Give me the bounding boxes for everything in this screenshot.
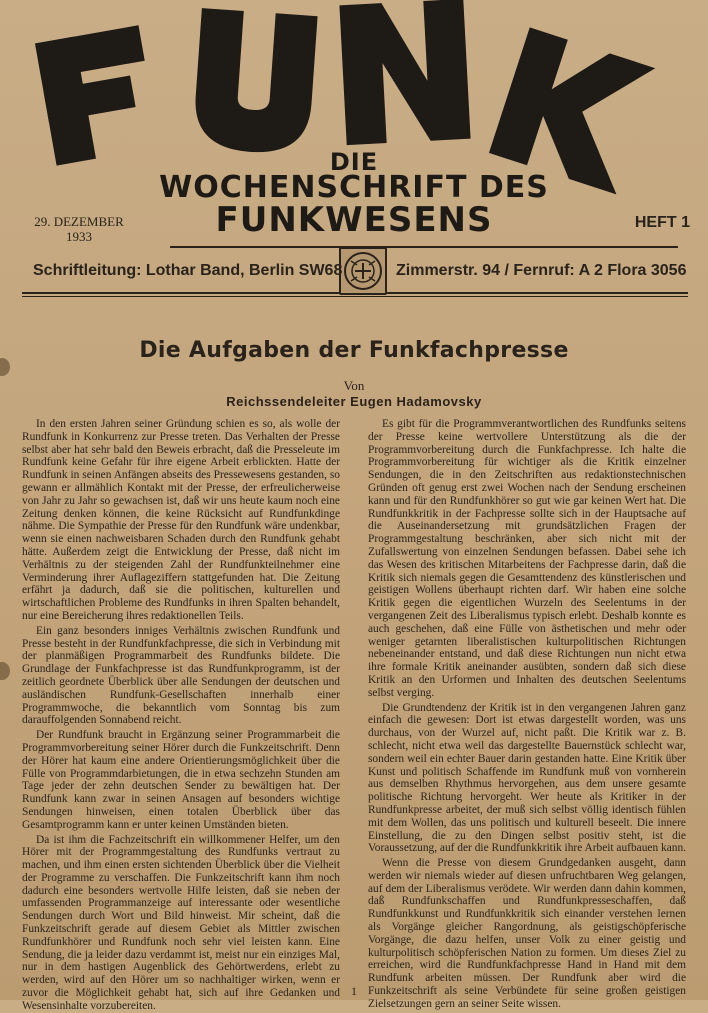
top-rule [170,246,678,248]
paragraph: In den ersten Jahren seiner Gründung schien es so, als wolle der Rundfunk in Konkurrenz zur Presse treten. Das Verhalten der Presse selbst aber hat sehr bald den Beweis erbracht, daß die Presseleute im Rundfunk keine Gefahr für ihre eigene Arbeit erblickten. Hatte der Rundfunk in seinen Anfängen abseits des Pressewesens gestanden, so gewann er allmählich Kontakt mit der Presse, der erfreulicherweise von Jahr zu Jahr so gewachsen ist, daß wir uns heute kaum noch eine Zeitung denken können, die keine Rücksicht auf Rundfunkdinge nähme. Die Sympathie der Presse für den Rundfunk wäre undenkbar, wenn sie einen nachweisbaren Schaden durch den Rundfunk gehabt hätte. Außerdem zeigt die Entwicklung der Presse, daß nicht im Verhältnis zu der steigenden Zahl der Rundfunkteilnehmer eine Verminderung ihrer Auflageziffern stattgefunden hat. Die Zeitung erfährt ja dadurch, daß sie die politischen, kulturellen und wirtschaftlichen Probleme des Rundfunks in ihren Spalten behandelt, nur eine Bereicherung ihres redaktionellen Teils. [22,418,340,622]
issue-number: HEFT 1 [634,214,690,231]
issue-date-year: 1933 [66,229,92,244]
page-number: 1 [351,984,357,998]
paragraph: Da ist ihm die Fachzeitschrift ein willkommener Helfer, um den Hörer mit der Programmgestaltung des Rundfunks vertraut zu machen, und ihm einen ersten sichtenden Überblick über die Vielheit der Programme zu verschaffen. Die Funkzeitschrift kann ihm noch dadurch eine besonders wertvolle Hilfe leisten, daß sie neben der umfassenden Programmanzeige auf interessante oder wesentliche Sendungen durch Wort und Bild hinweist. Mir scheint, daß die Funkzeitschrift gerade auf diesem Gebiet als Mittler zwischen Rundfunkhörer und Rundfunk noch sehr viel leisten kann. Eine Sendung, die ja leider dazu verdammt ist, meist nur ein einziges Mal, nur in dem hastigen Augenblick des Gehörtwerdens, erlebt zu werden, wird auf den Hörer um so nachhaltiger wirken, wenn er zuvor die Möglichkeit gehabt hat, sich auf ihre Gedanken und Wesensinhalte vorzubereiten. [22,833,340,1012]
paragraph: Der Rundfunk braucht in Ergänzung seiner Programmarbeit die Programmvorbereitung seiner Hörer durch die Funkzeitschrift. Denn der Hörer hat kaum eine andere Orientierungsmöglichkeit über die Fülle von Programmdarbietungen, die in etwa sechzehn Stunden am Tage jeder der zehn deutschen Sender zu bewältigen hat. Der Rundfunk kann zwar in seinen Ansagen auf besonders wichtige Sendungen hinweisen, einen totalen Überblick über das Gesamtprogramm kann er unter keinen Umständen bieten. [22,729,340,831]
issue-date-day: 29. DEZEMBER [34,214,124,229]
paragraph: Wenn die Presse von diesem Grundgedanken ausgeht, dann werden wir niemals wieder auf diesen unfruchtbaren Weg gelangen, auf dem der Liberalismus verödete. Wir werden dann dahin kommen, daß Rundfunkschaffen und Rundfunkpresseschaffen, daß Rundfunkkunst und Rundfunkkritik sich einander verstehen lernen als Vorgänge gleicher Rangordnung, als geistigschöpferische Vorgänge, die dazu helfen, unser Volk zu einer geistig und kulturpolitisch schöpferischen Nation zu formen. Um dieses Ziel zu erreichen, wird die Rundfunkfachpresse Hand in Hand mit dem Rundfunk arbeiten müssen. Der Rundfunk aber wird die Funkzeitschrift als seine Verbündete für seine großen geistigen Zielsetzungen gern an seiner Seite wissen. [368,857,686,1010]
publisher-seal-icon [339,247,387,295]
article-column-right [368,418,687,1010]
article-author: Reichssendeleiter Eugen Hadamovsky [226,394,482,409]
masthead [0,0,708,300]
article-title: Die Aufgaben der Funkfachpresse [139,338,569,363]
paragraph: Die Grundtendenz der Kritik ist in den vergangenen Jahren ganz einfach die gewesen: Dort ist etwas dargestellt worden, was uns durchaus, von der Wurzel auf, nicht paßt. Die Kritik war z. B. schlecht, nicht etwa weil das dargestellte Bauernstück schlecht war, sondern weil ein echter Bauer darin gestanden hatte. Eine Kritik über Kunst und politisch Schaffende im Rundfunk muß von vornherein aus demselben Rhythmus hervorgehen, aus dem unsere gesamte politische Richtung hervorgeht. Wer heute als Kritiker in der Rundfunkpresse arbeitet, der muß sich selbst völlig identisch fühlen mit dem Wollen, das uns politisch und kulturell beseelt. Die innere Einstellung, die zu den Dingen selbst positiv steht, ist die Voraussetzung, auf der die Rundfunkkritik ihre Arbeit aufbauen kann. [368,701,687,855]
article-column-left [22,418,340,1012]
subtitle-die: DIE [329,148,379,176]
paragraph: Es gibt für die Programmverantwortlichen des Rundfunks seitens der Presse keine wertvollere Unterstützung als die der Programmvorbereitung durch die Funkfachpresse. Ich halte die Programmvorbereitung für wichtiger als die Kritik einzelner Sendungen, die in den Zeitschriften aus redaktionstechnischen Gründen oft genug erst zwei Wochen nach der Sendung erscheinen kann und für den Rundfunkhörer so gut wie gar keinen Wert hat. Die Rundfunkkritik in der Fachpresse sollte sich in der Hauptsache auf die Auseinandersetzung mit grundsätzlichen Fragen der Programmgestaltung beschränken, aber sich nicht mit der Zufallswertung von einzelnen Sendungen befassen. Dabei sehe ich das Wesen des kritischen Mitarbeitens der Fachpresse darin, daß die Kritik sich niemals gegen die Gesamttendenz des künstlerischen und geistigen Wollens überhaupt richten darf. Wir haben eine solche Kritik gegen die eigentlichen Wurzeln des Seelentums in der vergangenen Zeit des Liberalismus typisch erlebt. Deshalb konnte es auch geschehen, daß eine Fülle von ästhetischen und mehr oder weniger getarnten liberalistischen kulturpolitischen Richtungen nebeneinander entstand, und daß diese Richtungen nun nicht etwa ihre formale Kritik aneinander ausübten, sondern daß sich diese Kritik an den Urformen und Inhalten des deutschen Seelentums selbst verging. [368,418,686,699]
subtitle-wochenschrift: WOCHENSCHRIFT DES [159,170,549,205]
binding-hole [0,662,10,680]
article-byline-von: Von [343,378,365,393]
bottom-rule-thin [22,296,688,297]
subtitle-funkwesens: FUNKWESENS [215,200,493,240]
street-phone: Zimmerstr. 94 / Fernruf: A 2 Flora 3056 [396,262,687,279]
funk-logo [0,0,708,160]
editor-address: Schriftleitung: Lothar Band, Berlin SW68 [33,262,343,279]
paragraph: Ein ganz besonders inniges Verhältnis zwischen Rundfunk und Presse besteht in der Rundfunkfachpresse, die sich in Verbindung mit der planmäßigen Programmarbeit des Rundfunks bildete. Die Grundlage der Funkfachpresse ist das Rundfunkprogramm, ist der zeitlich geordnete Überblick über alle Sendungen der deutschen und ausländischen Rundfunk-Gesellschaften innerhalb einer Programmwoche, die bekanntlich vom Sonntag bis zum darauffolgenden Sonnabend reicht. [22,624,340,727]
issue-date [24,214,134,244]
